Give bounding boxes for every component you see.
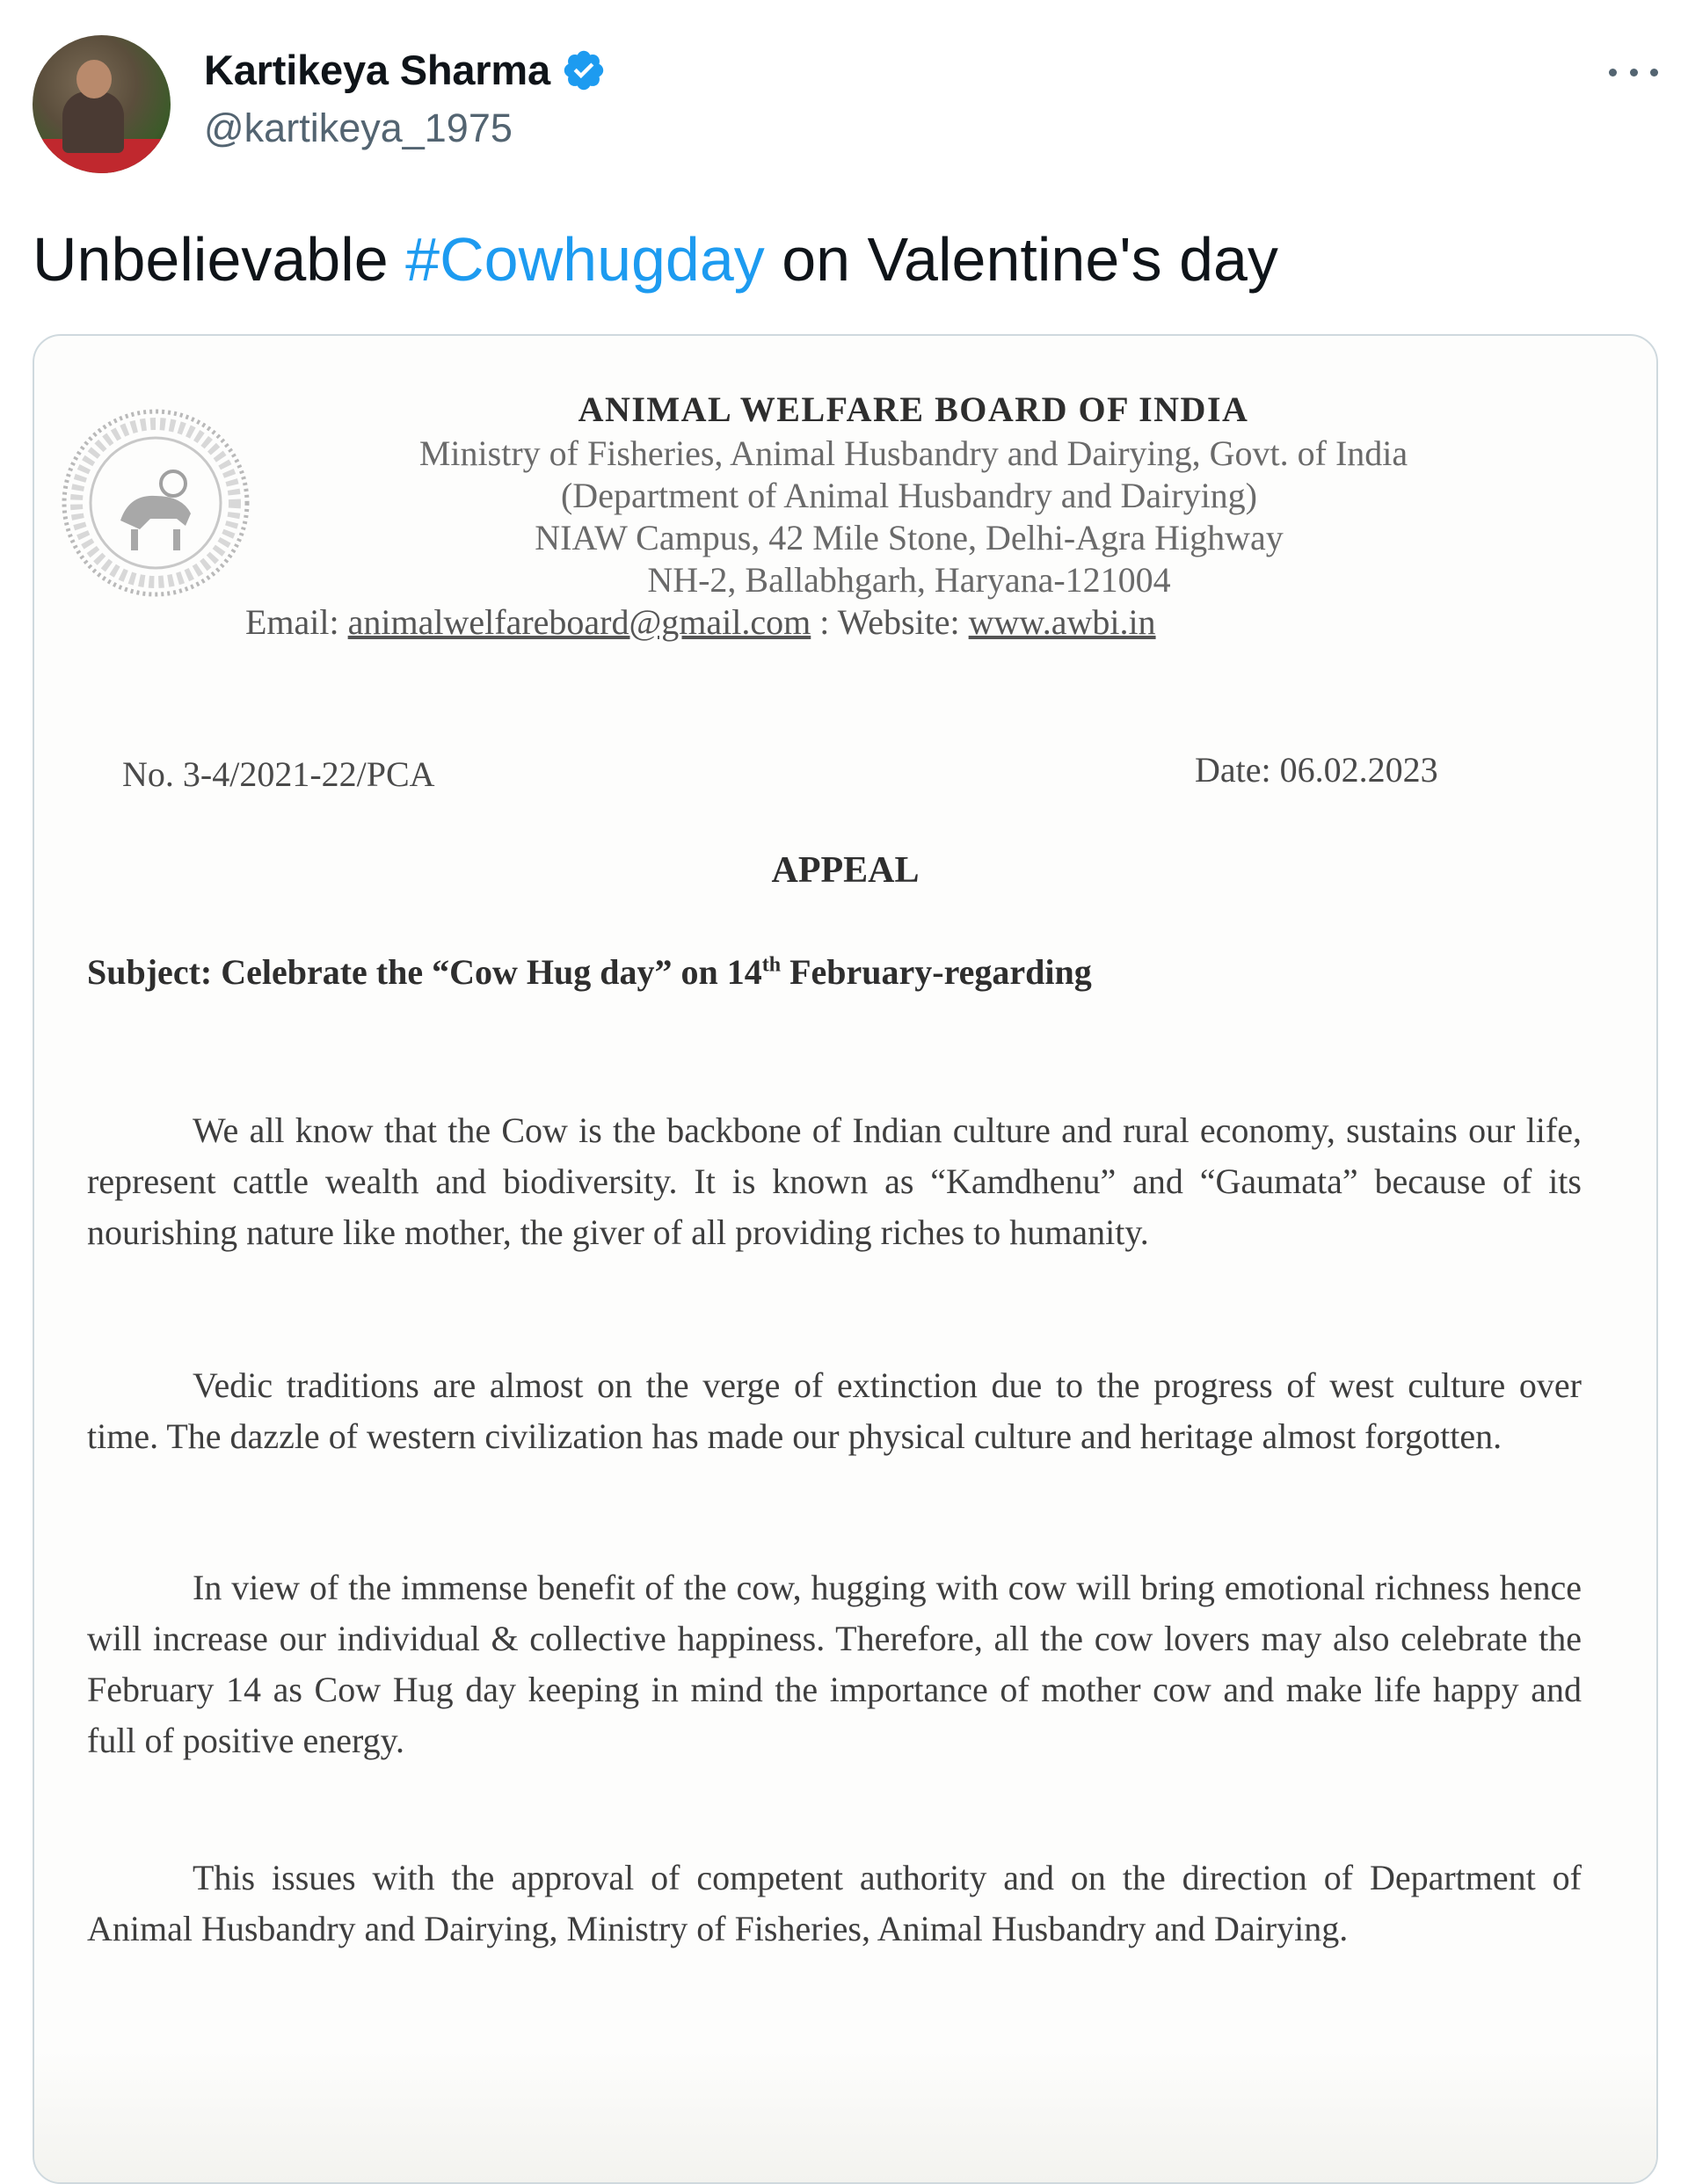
paragraph-1-text: We all know that the Cow is the backbone of Indian culture and rural economy, sustains our life, represent cattle wealth and biodiversity. It is known as “Kamdhenu” and “Gaumata” because of its nourishing nature like mother, the giver of all providing riches to humanity. [87,1110,1582,1252]
address-line-2: NH-2, Ballabhgarh, Haryana-121004 [647,560,1171,600]
user-name-row [204,46,607,94]
subject-line [87,951,1092,993]
verified-badge-icon [561,47,607,93]
paragraph-4 [87,1853,1582,1955]
appeal-document [34,336,1656,2182]
paragraph-3-text: In view of the immense benefit of the cow, hugging with cow will bring emotional richness hence will increase our individual & collective happiness. Therefore, all the cow lovers may also celebrate the February 14 as Cow Hug day keeping in mind the importance of mother cow and make life happy and full of positive energy. [87,1568,1582,1760]
paragraph-2 [87,1360,1582,1462]
more-dot [1630,69,1638,76]
display-name[interactable]: Kartikeya Sharma [204,47,550,93]
subject-sup: th [761,953,782,977]
contact-line [245,601,1156,643]
hashtag-link[interactable]: #Cowhugday [405,225,765,294]
tweet-text-after: on Valentine's day [764,225,1278,294]
document-title: APPEAL [771,850,920,891]
subject-post: February-regarding [781,952,1092,992]
more-options-icon[interactable] [1609,55,1658,90]
tweet-media-image[interactable] [33,334,1658,2184]
reference-number: No. 3-4/2021-22/PCA [122,754,435,794]
paragraph-3 [87,1562,1582,1766]
avatar-head-shape [76,60,112,98]
org-name: ANIMAL WELFARE BOARD OF INDIA [578,389,1249,429]
more-dot [1650,69,1658,76]
more-dot [1609,69,1617,76]
avatar-body-shape [62,91,124,153]
email-address: animalwelfareboard@gmail.com [347,602,811,642]
email-label: Email: [245,602,339,642]
paragraph-1 [87,1105,1582,1258]
subject-pre: Subject: Celebrate the “Cow Hug day” on 14 [87,952,762,992]
tweet-text [33,220,1278,299]
department-line: (Department of Animal Husbandry and Dairying) [560,476,1257,515]
document-date: Date: 06.02.2023 [1195,750,1438,790]
website-address: www.awbi.in [968,602,1156,642]
paragraph-2-text: Vedic traditions are almost on the verge of extinction due to the progress of west culture over time. The dazzle of western civilization has made our physical culture and heritage almost forgotten. [87,1365,1582,1456]
paragraph-4-text: This issues with the approval of competent authority and on the direction of Department of Animal Husbandry and Dairying, Ministry of Fisheries, Animal Husbandry and Dairying. [87,1858,1582,1948]
ministry-line: Ministry of Fisheries, Animal Husbandry and Dairying, Govt. of India [418,433,1408,473]
scan-shadow [34,2050,1656,2182]
avatar[interactable] [33,35,171,173]
address-line-1: NIAW Campus, 42 Mile Stone, Delhi-Agra Highway [535,518,1284,557]
user-handle[interactable]: @kartikeya_1975 [204,106,513,150]
website-label: : Website: [819,602,960,642]
tweet-text-before: Unbelievable [33,225,406,294]
